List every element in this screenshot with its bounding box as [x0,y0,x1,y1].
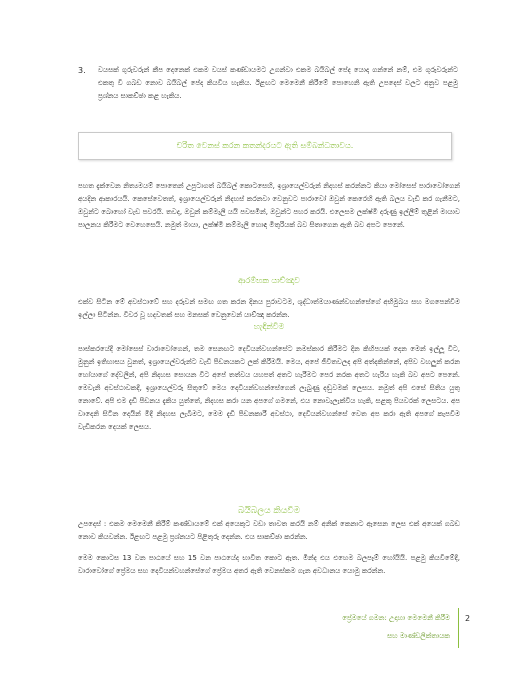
intro-paragraph-block [78,180,460,232]
heading-opening-prayer: ආරම්භක යාච්ඤාව [238,276,300,285]
bible-instructions-block [78,518,460,544]
footer-title: ප්‍රේමයේ ගමන: උදාහා මෙමෙනී කිරීම [342,614,450,622]
footer-divider [458,608,459,648]
opening-paragraph-block [78,296,460,322]
intro-paragraph: පහත දැක්වෙන නිත්‍යමයම් පොතෙන් උපුටාගත් බයිබල් කොටසෙහි, ඉශ්‍රායෙල්වරුන් නිදහස් කරන්නට කියා මෝසෙස් පාරාවෝගෙන් අයදින ආකාරයයි. කෙසේවෙතත්, ඉශ්‍රායෙල්වරුන් නිදහස් කරනවා වෙනුවට පාරාවෝ ඔවුන් කෙරෙහි ඇති බලය වැඩි කර ගැනීමට, ඔවුන්ට බොහෝ වැඩ පවරයි. තවද, ඔවුන් කම්මැලි යයි පවසමින්, ඔවුන්ට පහර කරයි. එලෙසම ලක්ෂ්මි දරුණු ඉල්ලීම් තුළින් මායාව පාලනය කිරීමට වෙහෙසෙයි. නමුත් මායා, ලක්ෂ්මි කම්මැලි හොඳ මිතුරියක් බව සිතාගෙන ඇති බව අපට පෙනේ. [78,182,460,229]
item-text: වයසක් ගුරුවරුන් කීප දෙනෙක් එකම වයස් කණ්ඩායමට උගන්වා එකම බයිබල් පේද යොදා ගන්නේ නම්, එම ගුරුවරුන්ට එකතු වී ගබඩ නොව බයිබල් පේද කියවිය හැකිය. ඊළඟට මෙමෙනී කිරීමේ පොහෙනි ඇති උපදෙස් වලට අනුව පළමු ප්‍රශ්නය සාකච්ඡා කළ හැකිය. [98,66,458,100]
opening-paragraph: එක්ව සිටින මේ අවස්ථාවේ සහ දරුවන් සමඟ ගත කරන දිනය පුරාවටම, ශුද්ධාත්මයාණන්වහන්සේගේ අභිමුඛය සහ මගපෙන්වීම ඉල්ලා සිටින්න. විවර වූ හදවතක් සහ මනසක් වෙනුවෙන් යාච්ඤා කරන්න. [78,298,460,319]
introduction-paragraph-block [78,343,460,434]
footer-subtitle: සහ මාණ්ඩලික්තායක [387,632,450,640]
heading-introduction: හැඳින්වීම [253,322,285,331]
bible-verses-block [78,552,460,578]
bible-instructions: උපදෙස් : එකම මෙමෙනී කිරීම් කණ්ඩායමේ එක් අයෙකුට වඩා තාවත කරයි නම් අනික් කෙනාට ඇසෙන ලෙස එක් අයෙක් ගබඩ නොව කියවන්න. ඊළඟට පළමු ප්‍රශ්නයට පිළිතුරු දෙන්න. එය සාකච්ඡා කරන්න. [78,520,460,541]
item-number: 3. [78,66,86,75]
introduction-paragraph: පාස්කරයේදී මෝසෙස් වාරාවෝගෙන්, තම සෙනඟට දෙවියන්වහන්සේට නමස්කාර කිරීමට දින කිහිපයක් දෙන මෙන් ඉල්ලූ විට, මුනුන් ඉතිහාසය වුනත්, ඉශ්‍රායෙල්වරුන්ට වැඩි පීඩනයකට ලක් කිරීමයි. මෙය, අපේ ජීවිතවලද අපි අත්දකින්නේ, අපිව වහලුන් කරන හෝයාගේ දේවලින්, අපි නිදහස සොයන විට අපේ තත්වය යහපත් අතට හැරීමට පෙර නරක අතට හැරිය හැකි බව අපට පෙනේ. මෙවැනි අවස්ථාවකදී, ඉශ්‍රායෙල්වරු සිතූවේ මෙය දෙවියන්වහන්සේගෙන් ලැබුණු දඬුවමක් ලෙසය. නමුත් අපි එසේ සිතිය යුතු නොවේ. අපි එම දැඩි පීඩනය දැකිය යුත්තේ, නිදහස කරා යන අපගේ ගමනේ, එය නොවැලැක්විය හැකි, සළකු පියවරක් ලෙසටය. අප වාදෙනි සිටින දෙයින් මිදී නිදහස ලැබීමට, මෙම දැඩි පීඩනකාරී අවස්ථා, දෙවියන්වහන්සේ වෙත අප කරා ඇති අපගේ කැපවීම වැඩිකරන දෙයක් ලෙසය. [78,345,460,431]
page-number: 2 [465,614,471,623]
heading-bible-reading: බයිබලය කියවීම [237,506,301,516]
box-heading-text: චරිත වෙනස් කරන කතන්දරයට ඇති සම්බන්ධතාවය. [176,141,354,150]
bible-verses-paragraph: මෙම කොටස 13 වන පාඨයේ සහ 15 වන පාඨයේද භාවිත කොට ඇත. මින්ද එය එහෙම බලපෑම් හෝයියි. පළමු කියවීමේදී, වාරාවෝගේ ප්‍රේමය සහ දෙවියන්වහන්සේගේ ප්‍රේමය අතර ඇති වෙනස්කම ගැන අවධානය යොමු කරන්න. [78,554,460,575]
section-box-heading [78,132,452,160]
numbered-item-3 [78,64,458,103]
